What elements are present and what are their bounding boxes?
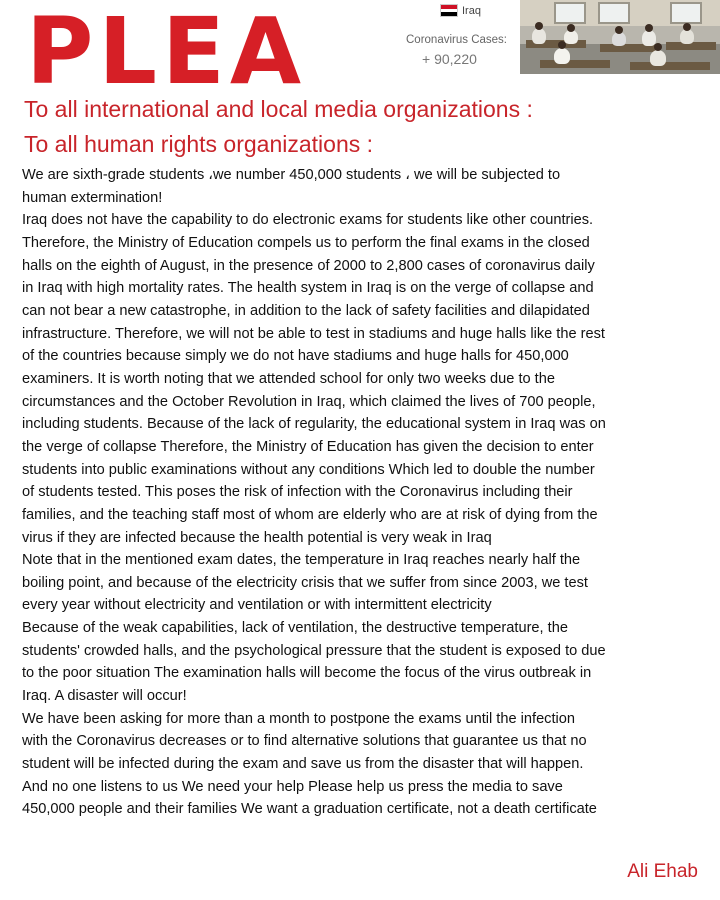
- cases-value: + 90,220: [422, 51, 477, 67]
- body-line: families, and the teaching staff most of whom are elderly who are at risk of dying from the: [22, 506, 598, 523]
- body-line: Note that in the mentioned exam dates, the temperature in Iraq reaches nearly half the: [22, 552, 581, 569]
- body-line: Therefore, the Ministry of Education compels us to perform the final exams in the closed: [22, 234, 590, 251]
- body-line: of students tested. This poses the risk of infection with the Coronavirus including their: [22, 484, 573, 501]
- body-line: examiners. It is worth noting that we attended school for only two weeks due to the: [22, 370, 555, 387]
- body-line: Iraq does not have the capability to do electronic exams for students like other countries.: [22, 212, 594, 229]
- plea-body-text: [22, 164, 706, 821]
- body-line: can not bear a new catastrophe, in addition to the lack of safety facilities and dilapidated: [22, 302, 590, 319]
- body-line: in Iraq with high mortality rates. The health system in Iraq is on the verge of collapse and: [22, 280, 594, 297]
- country-name: Iraq: [462, 4, 481, 17]
- body-line: Iraq. A disaster will occur!: [22, 688, 187, 705]
- body-line: student will be infected during the exam and save us from the disaster that will happen.: [22, 756, 584, 773]
- exam-hall-photo: [520, 0, 720, 74]
- addressee-human-rights-organizations: To all human rights organizations :: [24, 131, 374, 157]
- body-line: halls on the eighth of August, in the presence of 2000 to 2,800 cases of coronavirus daily: [22, 257, 595, 274]
- body-line: infrastructure. Therefore, we will not be able to test in stadiums and huge halls like the rest: [22, 325, 605, 342]
- country-row: [440, 4, 481, 17]
- body-line: to the poor situation The examination halls will become the focus of the virus outbreak in: [22, 665, 592, 682]
- body-line: boiling point, and because of the electricity crisis that we suffer from since 2003, we test: [22, 574, 588, 591]
- body-line: students into public examinations without any conditions Which led to double the number: [22, 461, 595, 478]
- cases-label: Coronavirus Cases:: [406, 34, 507, 46]
- body-line: including students. Because of the lack of regularity, the educational system in Iraq was on: [22, 416, 606, 433]
- body-line: every year without electricity and ventilation or with intermittent electricity: [22, 597, 492, 614]
- signature-author: Ali Ehab: [627, 861, 698, 882]
- coronavirus-stats-widget: [388, 0, 520, 74]
- body-line: Because of the weak capabilities, lack of ventilation, the destructive temperature, the: [22, 620, 568, 637]
- addressee-media-organizations: To all international and local media organizations :: [24, 96, 533, 122]
- body-line: And no one listens to us We need your help Please help us press the media to save: [22, 778, 563, 795]
- headline-plea: PLEA: [26, 0, 307, 105]
- body-line: of the countries because simply we do not have stadiums and huge halls for 450,000: [22, 348, 569, 365]
- body-line: with the Coronavirus decreases or to find alternative solutions that guarantee us that no: [22, 733, 587, 750]
- body-line: the verge of collapse Therefore, the Ministry of Education has given the decision to enter: [22, 438, 594, 455]
- body-line: We have been asking for more than a month to postpone the exams until the infection: [22, 710, 576, 727]
- body-line: virus if they are infected because the health potential is very weak in Iraq: [22, 529, 492, 546]
- body-line: We are sixth-grade students ،we number 450,000 students ، we will be subjected to: [22, 167, 561, 183]
- body-line: human extermination!: [22, 189, 163, 206]
- body-line: circumstances and the October Revolution in Iraq, which claimed the lives of 700 people,: [22, 393, 596, 410]
- body-line: students' crowded halls, and the psychological pressure that the student is exposed to due: [22, 642, 606, 659]
- iraq-flag-icon: [440, 4, 458, 17]
- body-line: 450,000 people and their families We want a graduation certificate, not a death certificate: [22, 801, 597, 818]
